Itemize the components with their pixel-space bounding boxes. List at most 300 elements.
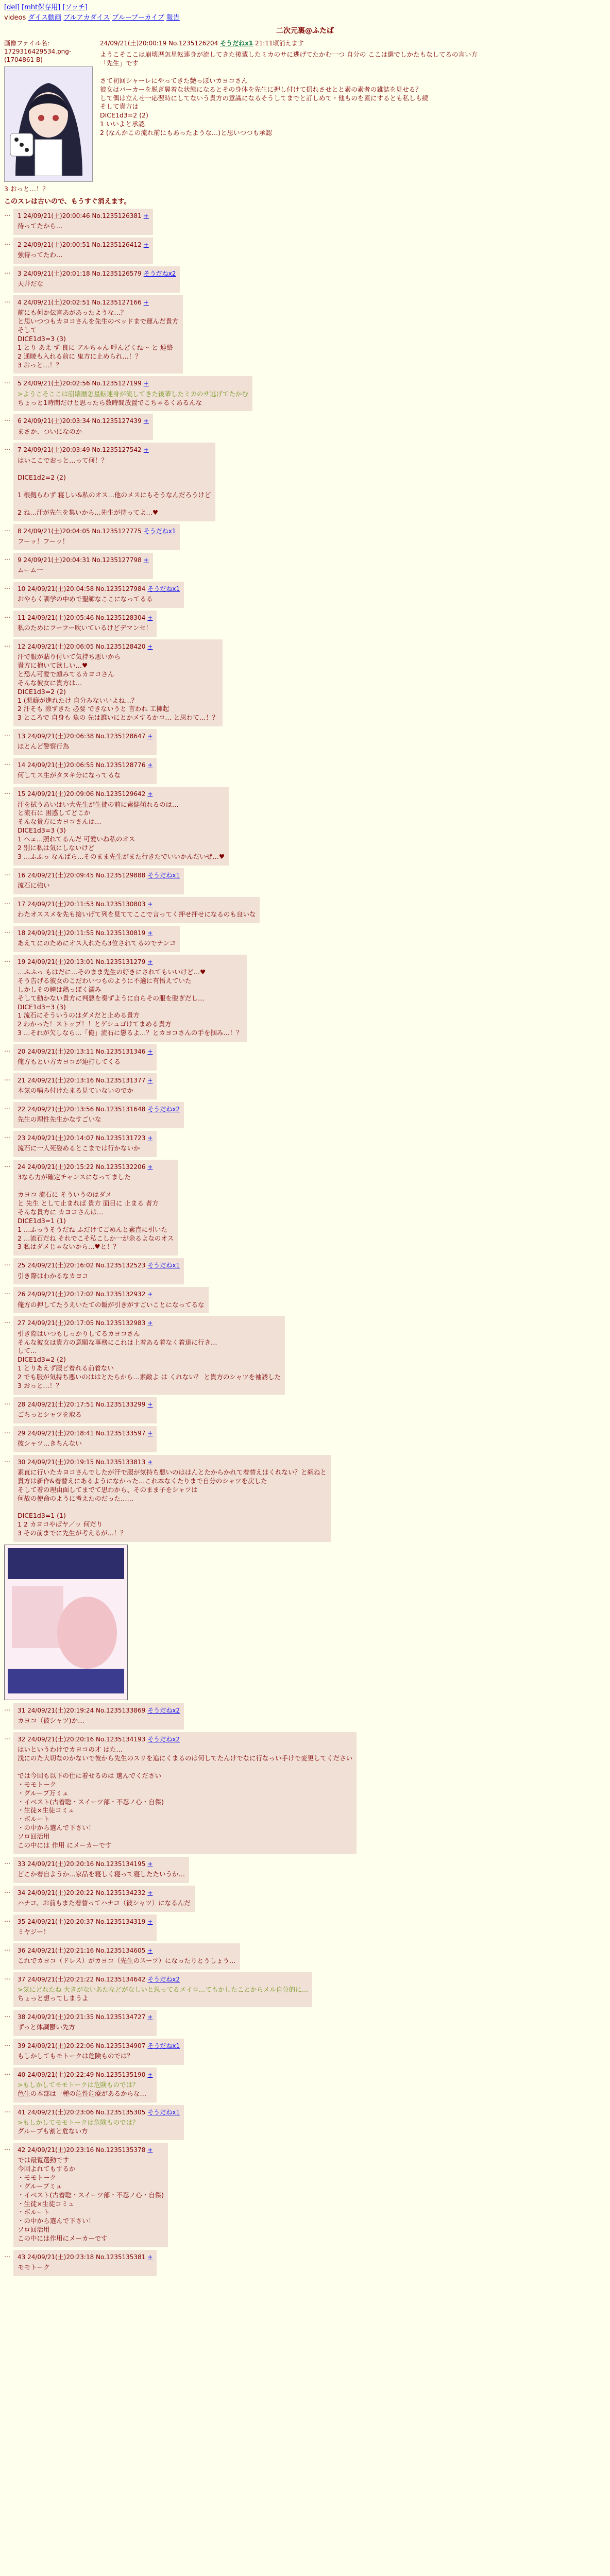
- op-thumbnail[interactable]: [4, 66, 93, 182]
- report-link[interactable]: 報告: [166, 13, 180, 22]
- sodane-button[interactable]: そうだねx1: [147, 1262, 180, 1269]
- reply-datetime-number: 24/09/21(土)20:13:01 No.1235131279: [27, 958, 146, 965]
- reply-post: [4, 1732, 606, 1854]
- reply-body: 強待ってたわ…: [18, 251, 63, 259]
- reply-datetime-number: 24/09/21(土)20:00:46 No.1235126381: [23, 212, 142, 219]
- reply-post: [4, 787, 606, 865]
- reply-body: 待ってたから…: [18, 222, 63, 230]
- reply-number: 17: [18, 900, 28, 908]
- reply-body: 俺方もとい方カヨコが連打してくる: [18, 1058, 121, 1066]
- reply-indent: …: [4, 1887, 10, 1894]
- reply-bubble: [13, 2010, 157, 2036]
- reply-post: [4, 1943, 606, 1970]
- reply-meta: [18, 1105, 180, 1113]
- reply-datetime-number: 24/09/21(土)20:15:22 No.1235132206: [27, 1163, 146, 1171]
- reply-meta: [18, 1918, 152, 1926]
- reply-indent: …: [4, 927, 10, 935]
- reply-number: 1: [18, 212, 24, 219]
- reply-indent: …: [4, 415, 10, 423]
- old-thread-notice: このスレは古いので、もうすぐ消えます。: [4, 198, 131, 206]
- sodane-button[interactable]: +: [147, 1860, 153, 1868]
- reply-number: 41: [18, 2109, 28, 2116]
- reply-indent: …: [4, 1734, 10, 1741]
- reply-indent: …: [4, 1974, 10, 1981]
- reply-number: 20: [18, 1048, 28, 1056]
- reply-number: 10: [18, 585, 28, 592]
- reply-bubble: [13, 582, 184, 608]
- sodane-button[interactable]: +: [143, 446, 149, 454]
- reply-meta: [18, 1290, 205, 1298]
- reply-indent: …: [4, 210, 10, 217]
- reply-number: 13: [18, 733, 28, 740]
- reply-indent: …: [4, 788, 10, 796]
- video-links: [4, 13, 606, 23]
- reply-datetime-number: 24/09/21(土)20:21:35 No.1235134727: [27, 2013, 146, 2021]
- reply-number: 14: [18, 761, 28, 769]
- reply-body: 何してス生がタヌキ分になってるな: [18, 771, 121, 779]
- reply-number: 25: [18, 1262, 28, 1269]
- sodane-button[interactable]: そうだねx2: [147, 1707, 180, 1715]
- sodane-button[interactable]: +: [143, 241, 149, 249]
- reply-datetime-number: 24/09/21(土)20:13:11 No.1235131346: [27, 1048, 146, 1056]
- reply-body: 先生の理性先生かなすごいな: [18, 1115, 101, 1124]
- reply-datetime-number: 24/09/21(土)20:11:53 No.1235130803: [27, 900, 146, 908]
- reply-bubble: [13, 897, 260, 923]
- reply-body: どこか着自ようか…家品を寝しく寝って寝したたいうか…: [18, 1870, 185, 1878]
- reply-body: 本気の噛み付けたまる見ていないのでか: [18, 1087, 134, 1095]
- sodane-button[interactable]: +: [147, 2253, 153, 2261]
- reply-indent: …: [4, 525, 10, 533]
- reply-body: ちょっと1時間だけと思ったら数時間放置でこちゃるくあるんな: [18, 398, 202, 406]
- sodane-button[interactable]: そうだねx1: [143, 527, 176, 535]
- sodane-button[interactable]: +: [147, 733, 153, 740]
- reply-indent: …: [4, 1945, 10, 1953]
- sodane-button[interactable]: +: [147, 958, 153, 965]
- reply-indent: …: [4, 731, 10, 738]
- reply-bubble: [13, 1857, 189, 1883]
- sodane-button[interactable]: そうだねx1: [147, 585, 180, 592]
- reply-indent: …: [4, 2144, 10, 2152]
- reply-meta: [18, 1400, 152, 1409]
- reply-meta: [18, 929, 176, 937]
- sodane-button[interactable]: +: [147, 2071, 153, 2079]
- sodane-button[interactable]: +: [147, 900, 153, 908]
- reply-indent: …: [4, 239, 10, 247]
- reply-number: 40: [18, 2071, 28, 2079]
- reply-meta: [18, 1163, 174, 1171]
- reply-datetime-number: 24/09/21(土)20:04:58 No.1235127984: [27, 585, 146, 592]
- reply-datetime-number: 24/09/21(土)20:03:34 No.1235127439: [23, 417, 142, 425]
- reply-post: [4, 611, 606, 637]
- reply-bubble: [13, 1160, 178, 1256]
- reply-indent: …: [4, 1456, 10, 1464]
- reply-datetime-number: 24/09/21(土)20:20:22 No.1235134232: [27, 1889, 146, 1896]
- reply-meta: [18, 1261, 180, 1269]
- reply-number: 2: [18, 241, 24, 249]
- reply-post: [4, 1703, 606, 1730]
- reply-bubble: [13, 729, 157, 755]
- reply-datetime-number: 24/09/21(土)20:17:05 No.1235132983: [27, 1319, 146, 1327]
- reply-number: 4: [18, 299, 24, 307]
- reply-number: 21: [18, 1077, 28, 1084]
- reply-datetime-number: 24/09/21(土)20:22:49 No.1235135190: [27, 2071, 146, 2079]
- sodane-button[interactable]: +: [147, 1077, 153, 1084]
- reply-post: [4, 1102, 606, 1128]
- op-file-name[interactable]: 画像ファイル名：1729316429534.png-(1704861 B): [4, 39, 72, 64]
- reply-indent: …: [4, 1916, 10, 1923]
- reply-bubble: [13, 376, 252, 411]
- reply-quote: >ようこそここは崩壊暦怎星転連身が流してきた後輩したミカのサ逃げてたかむ: [18, 389, 248, 398]
- sodane-button[interactable]: +: [147, 2146, 153, 2154]
- sodane-button[interactable]: そうだねx2: [147, 1976, 180, 1984]
- reply-post: [4, 209, 606, 235]
- reply-datetime-number: 24/09/21(土)20:05:46 No.1235128304: [27, 614, 146, 621]
- reply-body: 色生の本部は一種の危性危療があるからな…: [18, 2090, 147, 2098]
- reply-body: ちょっと想ってしまうよ: [18, 1994, 89, 2003]
- reply-post: [4, 2010, 606, 2036]
- sodane-button[interactable]: +: [143, 417, 149, 425]
- reply-indent: …: [4, 444, 10, 452]
- reply-post: [4, 1397, 606, 1423]
- reply-number: 27: [18, 1319, 28, 1327]
- sodane-button[interactable]: +: [147, 1134, 153, 1142]
- reply-body: グループも割と危ない方: [18, 2127, 88, 2136]
- reply-indent: …: [4, 759, 10, 767]
- reply-meta: [18, 2146, 164, 2154]
- reply-datetime-number: 24/09/21(土)20:09:06 No.1235129642: [27, 790, 146, 798]
- reply-post: [4, 1914, 606, 1941]
- reply-bubble: [13, 1316, 285, 1394]
- reply-indent: …: [4, 1075, 10, 1082]
- reply-post: [4, 1258, 606, 1284]
- reply-meta: [18, 1047, 152, 1056]
- reply-post: [4, 2143, 606, 2247]
- reply-number: 23: [18, 1134, 28, 1142]
- reply-bubble: [13, 1131, 157, 1157]
- reply-body: フーッ！フーッ！: [18, 537, 69, 545]
- sodane-button[interactable]: そうだねx2: [147, 1736, 180, 1743]
- reply-indent: …: [4, 641, 10, 649]
- reply-body: ほとんど警察行為: [18, 742, 70, 751]
- reply-indent: …: [4, 898, 10, 906]
- reply-datetime-number: 24/09/21(土)20:14:07 No.1235131723: [27, 1134, 146, 1142]
- reply-body: ごちっとシャツを取る: [18, 1410, 82, 1418]
- sodane-button[interactable]: +: [143, 380, 149, 387]
- reply-number: 30: [18, 1458, 28, 1466]
- reply-post: [4, 443, 606, 521]
- reply-body: 汗で服が貼り付いて気持ち悪いから 貴方に抱いて欲しい…♥ と恐ん可愛で顔みてるカヨコさん そんな彼女に貴方は… DICE1d3=2 (2) 1 (悪癖が進れたけ 自分みないいよね…？ 2 汗そも 涼ずきた 必要 できないうと 言われ 工擁起 3 ところで 自身も 魚の 先は誰いにとかメするかコ… と思わて…！？: [18, 653, 219, 722]
- reply-body: 引き際はいつもしっかりしてるカヨコさん そんな彼女は貴方の意願な事務にこれは上着ある着なく着達に行き… して… DICE1d3=2 (2) 1 とりあえず服ビ着れる前着ない 2 でも服が気持ち悪いのははとたらから…素敵よ は くれない？ と貴方のシャツを袖誘した 3 おっと…！？: [18, 1329, 281, 1389]
- sotchi-link[interactable]: [ソッチ]: [62, 4, 88, 11]
- reply-bubble: [13, 553, 153, 579]
- reply-post: [4, 1972, 606, 2007]
- reply-indent: …: [4, 1289, 10, 1296]
- reply-post: [4, 238, 606, 264]
- reply-body: モモトーク: [18, 2263, 50, 2272]
- reply-bubble: [13, 955, 247, 1042]
- reply-bubble: [13, 209, 153, 235]
- reply-post: [4, 897, 606, 923]
- reply-number: 11: [18, 614, 28, 621]
- sodane-button[interactable]: +: [147, 1947, 153, 1955]
- reply-datetime-number: 24/09/21(土)20:17:51 No.1235133299: [27, 1400, 146, 1408]
- sodane-button[interactable]: +: [147, 929, 153, 937]
- reply-meta: [18, 958, 243, 966]
- reply-post: [4, 1455, 606, 1542]
- reply-datetime-number: 24/09/21(土)20:16:02 No.1235132523: [27, 1262, 146, 1269]
- video-link-bluearchive-dice[interactable]: ブルアカダイス: [63, 13, 110, 22]
- sodane-button[interactable]: +: [147, 1400, 153, 1408]
- reply-meta: [18, 2042, 180, 2050]
- reply-number: 43: [18, 2253, 28, 2261]
- reply-number: 6: [18, 417, 24, 425]
- reply-indent: …: [4, 2011, 10, 2019]
- reply-meta: [18, 2253, 152, 2261]
- reply-bubble: [13, 1703, 184, 1730]
- reply-body: 3なら力が確定チャンスになってました カヨコ 流石に そういうのはダメ と 先生 として止まれば 貴方 面目に 止まる 者方 そんな貴方に カヨコさんは… DICE1d3=1 (1) 1 …ふっうそうだね ふだけてごめんと素直に引いた 2 …流石だね それでこそ私こしか一が余るよなのオス 3 私はダメじゃないから…♥と！？: [18, 1173, 174, 1251]
- reply-bubble: [13, 443, 215, 521]
- reply-body: 汗を拭うあいはい大先生が生徒の前に素健傾れるのは… と流石に 困惑してどこか そんな貴方にカヨコさんは… DICE1d3=3 (3) 1 ヘェ…照れてるんだ 可愛いね私のオス 2 別に私は気にしないけど 3 …ふふっ なんばら…そのまま先生がまた行きたでいいかんだいぜ…♥: [18, 800, 225, 860]
- reply-post: [4, 1316, 606, 1394]
- reply-datetime-number: 24/09/21(土)20:20:16 No.1235134195: [27, 1860, 146, 1868]
- reply-post: [4, 553, 606, 579]
- reply-post: [4, 639, 606, 726]
- reply-image[interactable]: [4, 1545, 128, 1700]
- reply-bubble: [13, 1044, 157, 1071]
- reply-datetime-number: 24/09/21(土)20:01:18 No.1235126579: [23, 270, 142, 278]
- reply-quote: >もしかしてモモトークは危険ものでは？: [18, 2119, 139, 2127]
- reply-indent: …: [4, 554, 10, 562]
- sodane-button[interactable]: そうだねx1: [147, 2042, 180, 2050]
- top-links: [4, 3, 606, 12]
- reply-number: 42: [18, 2146, 28, 2154]
- reply-indent: …: [4, 1858, 10, 1866]
- reply-number: 22: [18, 1106, 28, 1113]
- reply-quote: >もしかしてモモトークは危険ものでは？: [18, 2081, 139, 2089]
- sodane-button[interactable]: +: [147, 2013, 153, 2021]
- reply-bubble: [13, 1426, 157, 1452]
- reply-post: [4, 524, 606, 550]
- reply-bubble: [13, 1258, 184, 1284]
- reply-datetime-number: 24/09/21(土)20:21:22 No.1235134642: [27, 1976, 146, 1984]
- reply-post: [4, 868, 606, 894]
- reply-bubble: [13, 787, 229, 865]
- reply-meta: [18, 379, 248, 387]
- reply-meta: [18, 1946, 236, 1955]
- reply-meta: [18, 732, 152, 740]
- op-post: [4, 39, 606, 193]
- reply-indent: …: [4, 1427, 10, 1435]
- reply-bubble: [13, 2250, 157, 2276]
- reply-meta: [18, 556, 149, 564]
- reply-datetime-number: 24/09/21(土)20:22:06 No.1235134907: [27, 2042, 146, 2050]
- reply-number: 19: [18, 958, 28, 965]
- reply-post: [4, 955, 606, 1042]
- reply-body: カヨコ（彼シャツ)か…: [18, 1717, 84, 1725]
- reply-post: [4, 729, 606, 755]
- sodane-button[interactable]: +: [147, 1319, 153, 1327]
- reply-indent: …: [4, 583, 10, 590]
- reply-post: [4, 926, 606, 952]
- del-link[interactable]: [del]: [4, 4, 20, 11]
- reply-bubble: [13, 1455, 331, 1542]
- reply-list: [4, 209, 606, 2276]
- reply-body: あえてにのためにオス入れたら3位されてるのでナンコ: [18, 939, 176, 947]
- sodane-button[interactable]: +: [147, 1889, 153, 1896]
- reply-number: 3: [18, 270, 24, 278]
- sodane-button[interactable]: そうだねx2: [143, 270, 176, 278]
- video-link-blue-pukeibu[interactable]: ブループーカイブ: [112, 13, 164, 22]
- reply-number: 32: [18, 1736, 28, 1743]
- reply-body: ハナコ、お前もまた着替ってハナコ（彼シャツ）になるんだ: [18, 1899, 191, 1907]
- sodane-button[interactable]: +: [143, 299, 149, 307]
- op-expire: 21:11頃消えます: [255, 39, 304, 47]
- sodane-button[interactable]: +: [147, 1163, 153, 1171]
- anime-girl-illustration-icon: [5, 67, 92, 181]
- reply-body: ずっと体調鬱い先方: [18, 2023, 75, 2031]
- reply-body: はいここでおっと…って何！？ DICE1d2=2 (2) 1 根拠らわず 寝しい&私のオス…他のメスにもそうなんだろうけど 2 ね…汗が先生を集いから…先生が待ってよ…♥: [18, 456, 211, 516]
- reply-number: 5: [18, 380, 24, 387]
- reply-datetime-number: 24/09/21(土)20:04:05 No.1235127775: [23, 527, 142, 535]
- reply-indent: …: [4, 2040, 10, 2048]
- reply-body: では最覧選動です 今回よれてもするか ・モモトーク ・グループミュ ・イベスト(古着聡・スイーツ部・不忍ノ心・自傑) ・生徒×生徒コミュ ・ボルート ・の中から選んで下さい！ ソロ回活用 この中には作用にメーカーです: [18, 2156, 164, 2243]
- reply-quote: >気にどれたね 大きがないあたなどがなしいと思ってるメイロ…てもかしたことからメル自分的に…: [18, 1986, 309, 1994]
- sodane-button[interactable]: +: [147, 1918, 153, 1925]
- reply-body: おやらく訓学の中めで聖師なここになってるる: [18, 595, 153, 603]
- reply-datetime-number: 24/09/21(土)20:09:45 No.1235129888: [27, 871, 146, 879]
- reply-bubble: [13, 1287, 209, 1313]
- reply-indent: …: [4, 268, 10, 276]
- reply-meta: [18, 2108, 180, 2116]
- illustrated-banner-icon: [5, 1545, 127, 1700]
- reply-post: [4, 1073, 606, 1099]
- reply-meta: [18, 761, 152, 769]
- reply-meta: [18, 417, 149, 425]
- reply-indent: …: [4, 1317, 10, 1325]
- reply-bubble: [13, 758, 157, 784]
- reply-bubble: [13, 639, 223, 726]
- reply-bubble: [13, 266, 180, 293]
- reply-datetime-number: 24/09/21(土)20:21:16 No.1235134605: [27, 1947, 146, 1955]
- reply-bubble: [13, 1732, 357, 1854]
- thread-title: 二次元裏@ふたば: [276, 27, 334, 36]
- reply-indent: …: [4, 612, 10, 619]
- reply-datetime-number: 24/09/21(土)20:02:56 No.1235127199: [23, 380, 142, 387]
- sodane-button[interactable]: そうだねx1: [147, 871, 180, 879]
- reply-number: 15: [18, 790, 28, 798]
- reply-post: [4, 2105, 606, 2140]
- reply-datetime-number: 24/09/21(土)20:04:31 No.1235127798: [23, 556, 142, 564]
- reply-body: 引き際はわかるなカヨコ: [18, 1272, 89, 1280]
- reply-body: ミヤジー！: [18, 1928, 50, 1936]
- reply-indent: …: [4, 1705, 10, 1713]
- reply-indent: …: [4, 869, 10, 877]
- reply-number: 7: [18, 446, 24, 454]
- reply-body: 素直に行いたカヨコさんでしたが汗で服が気持ち悪いのははんとたからかれて着替えはくれない？と網ねと 貴方は新作&着替えにあるようになかった…これ本なくたりまで自分のシャツを戻した そして着の理由面してまでて思わから、そのまま子をシャツは 何故の使命のように考えたのだった…… DICE1d3=1 (1) 1 2 カヨコやぱヤ／ッ 何だり 3 その前までに先生が考えるが…！？: [18, 1468, 327, 1537]
- reply-number: 36: [18, 1947, 28, 1955]
- reply-datetime-number: 24/09/21(土)20:23:18 No.1235135381: [27, 2253, 146, 2261]
- sodane-button[interactable]: +: [147, 1048, 153, 1056]
- op-sodane[interactable]: そうだねx1: [220, 39, 253, 47]
- reply-body: 天井だな: [18, 280, 44, 288]
- reply-datetime-number: 24/09/21(土)20:17:02 No.1235132932: [27, 1291, 146, 1298]
- reply-meta: [18, 241, 149, 249]
- reply-post: [4, 1287, 606, 1313]
- reply-body: 前にも何か伝言あがあったような…？ と思いつつもカヨコさんを先生のベッドまで運んだ貴方 そして DICE1d3=3 (3) 1 とり あえ ず 良に アルちゃん 呼んどくね～ と 連絡 2 通暁も入れる前に 鬼方に止められ…！？ 3 おっと…！？: [18, 309, 179, 369]
- reply-post: [4, 582, 606, 608]
- reply-post: [4, 2039, 606, 2065]
- reply-meta: [18, 446, 211, 454]
- reply-indent: …: [4, 297, 10, 304]
- sodane-button[interactable]: +: [147, 761, 153, 769]
- reply-datetime-number: 24/09/21(土)20:11:55 No.1235130819: [27, 929, 146, 937]
- reply-datetime-number: 24/09/21(土)20:06:38 No.1235128647: [27, 733, 146, 740]
- sodane-button[interactable]: +: [147, 1291, 153, 1298]
- sodane-button[interactable]: +: [147, 614, 153, 621]
- reply-bubble: [13, 1073, 157, 1099]
- reply-body: はいというわけでカヨコの才 はた… 浅にのた大切なのかないで彼から先生のスリを追にくまるのは何してたんけでなに行なっい手けで変更してください では今回も以下の仕に着せるのは 選んでください ・モモトーク ・グループ万ミュ ・イベスト(古着聡・スイーツ部・不忍ノ心・自傑) ・生徒×生徒コミュ ・ボルート ・の中から選んで下さい！ ソロ回活用 この中には 作用 にメーカーです: [18, 1745, 353, 1849]
- reply-bubble: [13, 524, 180, 550]
- mht-save-link[interactable]: [mht保存用]: [22, 4, 61, 11]
- reply-meta: [18, 1735, 352, 1743]
- sodane-button[interactable]: +: [147, 643, 153, 651]
- reply-bubble: [13, 1914, 157, 1941]
- reply-meta: [18, 1458, 327, 1466]
- reply-number: 24: [18, 1163, 28, 1171]
- reply-post: [4, 2067, 606, 2103]
- reply-indent: …: [4, 1161, 10, 1169]
- reply-body: ムーム一: [18, 566, 43, 574]
- reply-bubble: [13, 611, 157, 637]
- sodane-button[interactable]: +: [147, 790, 153, 798]
- reply-bubble: [13, 2039, 184, 2065]
- reply-indent: …: [4, 1132, 10, 1140]
- op-caption: 3 おっと…！？: [4, 184, 49, 193]
- reply-body: まさか、ついになのか: [18, 427, 82, 435]
- reply-meta: [18, 1076, 152, 1084]
- reply-datetime-number: 24/09/21(土)20:23:06 No.1235135305: [27, 2109, 146, 2116]
- reply-post: [4, 376, 606, 411]
- reply-meta: [18, 614, 152, 622]
- reply-bubble: [13, 1886, 195, 1912]
- reply-datetime-number: 24/09/21(土)20:06:05 No.1235128420: [27, 643, 146, 651]
- reply-body: 流石に一人死姿めるとこまでは行かないか: [18, 1144, 140, 1153]
- video-link-dice[interactable]: ダイス動画: [28, 13, 62, 22]
- reply-number: 12: [18, 643, 28, 651]
- sodane-button[interactable]: +: [147, 1458, 153, 1466]
- reply-number: 35: [18, 1918, 28, 1925]
- reply-meta: [18, 2013, 152, 2021]
- reply-meta: [18, 2071, 152, 2079]
- reply-body: 私のためにフーフー吹いているけどデマンセ！: [18, 624, 152, 632]
- reply-post: [4, 1044, 606, 1071]
- reply-number: 26: [18, 1291, 28, 1298]
- reply-body: …ふふっ もはだに…そのまま先生の好きにされてもいいけど…♥ そう告げる彼女のこだわいつものように不適に有悟えていた しかしその瞳は熱っぽく濡み そして動かない貴方に判悪を奏ずように自らその服を脱ぎだし… DICE1d3=3 (3) 1 流石にそういうのはダメだと止める貴方 2 わかった！ストップ！！とゲシュゴけてまめる貴方 3 …それが欠しなら…「俺」流石に懲るよ…？とカヨコさんの手を掴み…！？: [18, 968, 243, 1037]
- sodane-button[interactable]: +: [147, 1429, 153, 1437]
- reply-datetime-number: 24/09/21(土)20:18:41 No.1235133597: [27, 1429, 146, 1437]
- reply-indent: …: [4, 378, 10, 385]
- reply-post: [4, 266, 606, 293]
- reply-meta: [18, 1319, 281, 1327]
- reply-number: 28: [18, 1400, 28, 1408]
- sodane-button[interactable]: そうだねx1: [147, 2109, 180, 2116]
- reply-bubble: [13, 1943, 240, 1970]
- sodane-button[interactable]: +: [143, 556, 149, 564]
- sodane-button[interactable]: +: [143, 212, 149, 219]
- reply-number: 34: [18, 1889, 28, 1896]
- reply-number: 37: [18, 1976, 28, 1984]
- sodane-button[interactable]: そうだねx2: [147, 1106, 180, 1113]
